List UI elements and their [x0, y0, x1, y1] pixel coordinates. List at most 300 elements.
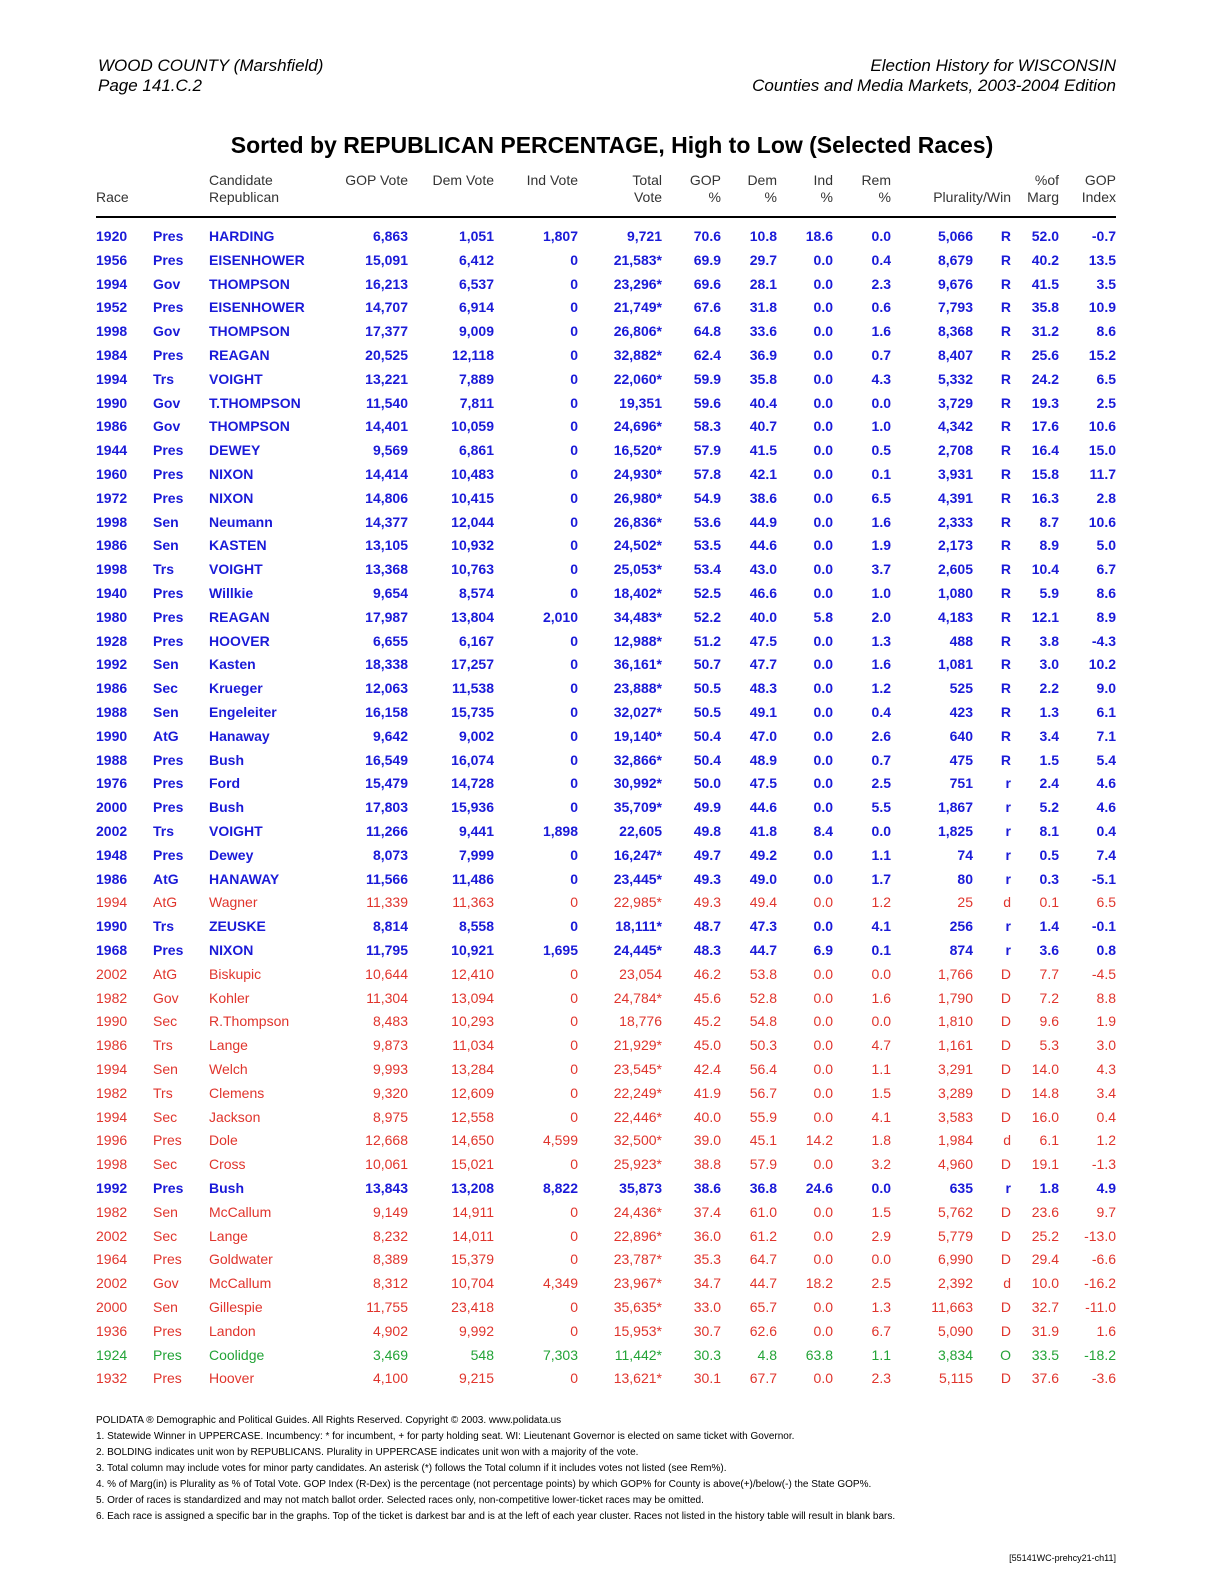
cell-rem-pct: 3.7	[871, 561, 891, 578]
cell-ind-vote: 0	[570, 680, 578, 697]
cell-winner: R	[1000, 680, 1011, 697]
cell-ind-vote: 7,303	[542, 1346, 578, 1363]
table-row	[0, 1320, 1224, 1344]
cell-rem-pct: 0.5	[871, 442, 891, 459]
cell-rem-pct: 0.1	[871, 466, 891, 482]
cell-ind-vote: 0	[570, 251, 578, 268]
cell-plurality: 5,090	[937, 1322, 973, 1339]
cell-marg-pct: 1.4	[1039, 918, 1059, 935]
cell-dem-pct: 50.3	[749, 1037, 777, 1054]
cell-plurality: 1,081	[937, 656, 973, 673]
cell-dem-vote: 16,074	[451, 751, 494, 768]
cell-ind-pct: 0.0	[813, 251, 833, 268]
cell-candidate: Biskupic	[209, 965, 262, 982]
cell-rem-pct: 1.2	[871, 680, 891, 697]
cell-marg-pct: 41.5	[1031, 275, 1059, 292]
cell-ind-pct: 63.8	[805, 1346, 833, 1363]
cell-ind-vote: 0	[570, 1108, 578, 1125]
cell-candidate: HANAWAY	[209, 870, 280, 887]
cell-year: 1986	[96, 418, 128, 435]
cell-dem-pct: 61.0	[749, 1203, 777, 1220]
cell-year: 1994	[96, 894, 128, 911]
cell-candidate: DEWEY	[209, 442, 261, 459]
cell-rem-pct: 1.5	[871, 1084, 891, 1101]
cell-gop-pct: 34.7	[693, 1275, 721, 1292]
cell-winner: r	[1005, 775, 1011, 792]
cell-rem-pct: 0.0	[871, 1013, 891, 1030]
cell-marg-pct: 5.9	[1039, 585, 1059, 601]
cell-gop-index: 1.6	[1096, 1322, 1116, 1339]
cell-total-vote: 32,866*	[613, 751, 662, 768]
cell-candidate: HOOVER	[209, 632, 270, 649]
cell-dem-vote: 13,284	[451, 1061, 494, 1077]
cell-ind-pct: 0.0	[813, 323, 833, 340]
cell-dem-vote: 9,992	[458, 1322, 494, 1339]
cell-dem-vote: 13,208	[451, 1180, 494, 1196]
cell-gop-index: 4.6	[1096, 799, 1116, 816]
cell-plurality: 1,790	[937, 989, 973, 1006]
table-row	[0, 1225, 1224, 1249]
footnote: 2. BOLDING indicates unit won by REPUBLICANS. Plurality in UPPERCASE indicates unit won with a majority of the vote.	[96, 1447, 639, 1458]
cell-candidate: Willkie	[209, 585, 254, 601]
cell-total-vote: 11,442*	[614, 1346, 662, 1363]
cell-ind-pct: 0.0	[813, 418, 833, 435]
cell-plurality: 525	[949, 680, 973, 697]
cell-dem-vote: 12,410	[451, 965, 494, 982]
cell-rem-pct: 1.1	[871, 846, 891, 863]
cell-total-vote: 23,545*	[613, 1061, 662, 1077]
table-row	[0, 844, 1224, 868]
cell-dem-pct: 47.5	[749, 632, 777, 649]
cell-gop-index: 1.9	[1096, 1013, 1116, 1030]
cell-winner: D	[1000, 989, 1011, 1006]
cell-total-vote: 12,988*	[613, 632, 662, 649]
cell-marg-pct: 7.7	[1039, 965, 1059, 982]
cell-office: Pres	[153, 1132, 182, 1149]
cell-year: 2002	[96, 1227, 128, 1244]
table-row	[0, 368, 1224, 392]
cell-plurality: 80	[957, 870, 973, 887]
cell-dem-pct: 47.5	[749, 775, 777, 792]
table-row	[0, 1177, 1224, 1201]
cell-dem-pct: 10.8	[749, 228, 777, 244]
county-name: WOOD COUNTY (Marshfield)	[98, 56, 324, 75]
cell-plurality: 256	[949, 918, 973, 935]
cell-office: Pres	[153, 1180, 184, 1196]
cell-gop-pct: 50.0	[693, 775, 721, 792]
cell-ind-pct: 0.0	[813, 632, 833, 649]
cell-gop-index: 6.5	[1096, 370, 1116, 387]
cell-dem-pct: 48.3	[749, 680, 777, 697]
cell-gop-vote: 15,091	[365, 251, 408, 268]
cell-winner: r	[1005, 799, 1011, 816]
col-index-2: Index	[1081, 189, 1116, 205]
cell-ind-vote: 0	[570, 965, 578, 982]
cell-gop-pct: 64.8	[693, 323, 721, 340]
cell-plurality: 3,291	[937, 1061, 973, 1077]
cell-office: Sen	[153, 513, 179, 530]
cell-ind-vote: 0	[570, 466, 578, 482]
cell-gop-index: -1.3	[1091, 1156, 1116, 1173]
cell-dem-pct: 35.8	[749, 370, 777, 387]
cell-dem-pct: 44.6	[749, 537, 777, 554]
cell-office: Sen	[153, 1299, 178, 1315]
cell-gop-vote: 11,755	[366, 1299, 408, 1315]
cell-plurality: 751	[949, 775, 973, 792]
cell-winner: D	[1000, 1370, 1011, 1387]
cell-candidate: THOMPSON	[209, 275, 290, 292]
cell-plurality: 5,066	[937, 228, 973, 244]
cell-total-vote: 23,787*	[613, 1251, 662, 1268]
cell-gop-vote: 14,707	[365, 299, 408, 316]
cell-ind-pct: 6.9	[813, 942, 833, 958]
cell-gop-pct: 39.0	[693, 1132, 721, 1149]
cell-dem-vote: 23,418	[451, 1299, 494, 1315]
cell-gop-index: 9.0	[1096, 680, 1116, 697]
cell-candidate: T.THOMPSON	[209, 394, 301, 411]
cell-gop-pct: 50.5	[693, 704, 721, 720]
cell-dem-pct: 40.7	[749, 418, 777, 435]
cell-marg-pct: 3.4	[1039, 727, 1059, 744]
cell-year: 1990	[96, 1013, 128, 1030]
cell-ind-pct: 0.0	[813, 1227, 833, 1244]
cell-office: Sen	[153, 704, 179, 720]
cell-gop-index: 8.6	[1096, 585, 1116, 601]
cell-winner: R	[1000, 228, 1011, 244]
cell-total-vote: 24,696*	[613, 418, 662, 435]
cell-gop-vote: 13,221	[365, 370, 408, 387]
cell-year: 1992	[96, 1180, 128, 1196]
cell-ind-vote: 0	[570, 704, 578, 720]
cell-gop-index: 11.7	[1089, 466, 1116, 482]
cell-rem-pct: 1.2	[871, 894, 891, 911]
cell-year: 1982	[96, 1203, 128, 1220]
cell-gop-index: 0.8	[1096, 942, 1116, 958]
cell-office: Gov	[153, 1275, 179, 1292]
cell-gop-pct: 35.3	[693, 1251, 721, 1268]
table-row	[0, 820, 1224, 844]
cell-candidate: VOIGHT	[209, 370, 263, 387]
cell-gop-pct: 38.8	[693, 1156, 721, 1173]
cell-office: Pres	[153, 228, 184, 244]
cell-office: Pres	[153, 775, 184, 792]
cell-winner: R	[1000, 704, 1011, 720]
cell-rem-pct: 1.5	[871, 1203, 891, 1220]
cell-year: 1976	[96, 775, 128, 792]
cell-gop-pct: 57.9	[693, 442, 721, 459]
table-row	[0, 987, 1224, 1011]
cell-ind-pct: 0.0	[813, 704, 833, 720]
cell-gop-vote: 11,304	[366, 989, 408, 1006]
cell-ind-vote: 0	[570, 1251, 578, 1268]
cell-year: 1920	[96, 228, 128, 244]
cell-winner: R	[1000, 727, 1011, 744]
cell-plurality: 1,984	[937, 1132, 973, 1149]
cell-winner: D	[1000, 1251, 1011, 1268]
cell-gop-index: 15.2	[1088, 347, 1116, 363]
cell-winner: D	[1000, 1108, 1011, 1125]
cell-rem-pct: 2.5	[871, 775, 891, 792]
cell-total-vote: 21,749*	[613, 299, 662, 316]
cell-gop-pct: 70.6	[693, 228, 721, 244]
cell-gop-pct: 58.3	[693, 418, 721, 435]
cell-dem-pct: 67.7	[749, 1370, 777, 1387]
cell-candidate: Krueger	[209, 680, 263, 697]
cell-candidate: McCallum	[209, 1275, 272, 1292]
cell-ind-vote: 0	[570, 751, 578, 768]
cell-plurality: 2,708	[937, 442, 973, 459]
cell-ind-vote: 0	[570, 918, 578, 935]
cell-gop-pct: 49.8	[693, 823, 721, 839]
cell-year: 1998	[96, 1156, 128, 1173]
cell-dem-pct: 47.3	[749, 918, 777, 935]
cell-year: 1940	[96, 585, 128, 601]
cell-gop-index: 8.6	[1096, 323, 1116, 340]
cell-candidate: THOMPSON	[209, 323, 290, 340]
cell-rem-pct: 0.6	[871, 299, 891, 316]
cell-office: Sec	[153, 680, 178, 697]
cell-year: 1956	[96, 251, 128, 268]
document-code: [55141WC-prehcy21-ch11]	[1009, 1553, 1116, 1563]
cell-ind-vote: 0	[570, 1013, 578, 1030]
cell-dem-pct: 49.1	[749, 704, 777, 720]
cell-ind-vote: 0	[570, 1084, 578, 1101]
cell-winner: r	[1005, 823, 1011, 839]
cell-marg-pct: 8.7	[1039, 513, 1059, 530]
cell-dem-pct: 29.7	[749, 251, 777, 268]
cell-gop-pct: 49.3	[693, 870, 721, 887]
cell-dem-vote: 10,483	[451, 466, 494, 482]
cell-plurality: 475	[949, 751, 973, 768]
table-row	[0, 868, 1224, 892]
cell-gop-pct: 51.2	[693, 632, 721, 649]
cell-winner: D	[1000, 1084, 1011, 1101]
cell-rem-pct: 6.5	[871, 489, 891, 506]
cell-ind-vote: 4,599	[542, 1132, 578, 1149]
cell-marg-pct: 5.2	[1039, 799, 1059, 816]
col-gop-vote: GOP Vote	[345, 172, 408, 188]
table-row	[0, 511, 1224, 535]
cell-dem-vote: 15,379	[451, 1251, 494, 1268]
cell-gop-index: 10.6	[1088, 418, 1116, 435]
cell-marg-pct: 1.5	[1039, 751, 1059, 768]
cell-plurality: 1,080	[937, 585, 973, 601]
cell-winner: R	[1000, 489, 1011, 506]
cell-plurality: 4,183	[937, 608, 973, 625]
cell-gop-vote: 6,863	[372, 228, 408, 244]
col-rem-pct-2: %	[878, 189, 891, 205]
cell-winner: R	[1000, 561, 1011, 578]
cell-gop-vote: 8,073	[372, 846, 408, 863]
table-row	[0, 630, 1224, 654]
cell-dem-pct: 53.8	[749, 965, 777, 982]
cell-gop-vote: 8,814	[372, 918, 408, 935]
cell-office: Pres	[153, 251, 184, 268]
cell-gop-pct: 50.4	[693, 727, 721, 744]
cell-ind-vote: 0	[570, 727, 578, 744]
table-row	[0, 1272, 1224, 1296]
cell-plurality: 3,931	[937, 466, 973, 482]
cell-year: 1936	[96, 1322, 128, 1339]
copyright-line: POLIDATA ® Demographic and Political Guides. All Rights Reserved. Copyright © 2003. www.polidata.us	[96, 1415, 562, 1426]
cell-gop-pct: 30.1	[693, 1370, 721, 1387]
cell-marg-pct: 29.4	[1031, 1251, 1059, 1268]
cell-dem-pct: 48.9	[749, 751, 777, 768]
cell-dem-pct: 41.8	[749, 823, 777, 839]
cell-candidate: McCallum	[209, 1203, 272, 1220]
table-row	[0, 796, 1224, 820]
footnote: 1. Statewide Winner in UPPERCASE. Incumbency: * for incumbent, + for party holding seat. WI: Lieutenant Governor is elected on same ticket with Governor.	[96, 1431, 795, 1442]
cell-total-vote: 24,784*	[613, 989, 662, 1006]
cell-office: Pres	[153, 1370, 182, 1387]
cell-marg-pct: 2.4	[1039, 775, 1059, 792]
cell-plurality: 5,332	[937, 370, 973, 387]
cell-dem-pct: 42.1	[749, 466, 777, 482]
cell-year: 1944	[96, 442, 128, 459]
cell-total-vote: 23,967*	[613, 1275, 662, 1292]
cell-year: 1960	[96, 466, 128, 482]
cell-candidate: Lange	[209, 1227, 248, 1244]
table-row	[0, 677, 1224, 701]
cell-ind-pct: 0.0	[813, 489, 833, 506]
cell-ind-pct: 0.0	[813, 347, 833, 363]
cell-plurality: 3,583	[937, 1108, 973, 1125]
cell-winner: D	[1000, 1156, 1011, 1173]
cell-total-vote: 22,249*	[613, 1084, 662, 1101]
col-ind-vote: Ind Vote	[526, 172, 578, 188]
cell-rem-pct: 1.6	[871, 989, 891, 1006]
cell-total-vote: 23,888*	[613, 680, 662, 697]
cell-gop-vote: 8,975	[372, 1108, 408, 1125]
table-row	[0, 344, 1224, 368]
cell-year: 1998	[96, 561, 128, 578]
cell-ind-vote: 0	[570, 1061, 578, 1077]
cell-candidate: Bush	[209, 1180, 244, 1196]
cell-dem-vote: 11,538	[451, 680, 494, 697]
cell-total-vote: 13,621*	[613, 1370, 662, 1387]
col-ind-pct-1: Ind	[813, 172, 833, 188]
cell-total-vote: 22,446*	[613, 1108, 662, 1125]
table-row	[0, 606, 1224, 630]
cell-marg-pct: 6.1	[1039, 1132, 1059, 1149]
cell-gop-vote: 17,803	[365, 799, 408, 816]
cell-rem-pct: 0.1	[871, 942, 891, 958]
cell-gop-index: -16.2	[1084, 1275, 1116, 1292]
cell-total-vote: 25,053*	[613, 561, 662, 578]
table-row	[0, 320, 1224, 344]
cell-gop-vote: 16,158	[365, 704, 408, 720]
cell-gop-vote: 9,642	[372, 727, 408, 744]
cell-rem-pct: 2.5	[871, 1275, 891, 1292]
cell-gop-vote: 13,105	[365, 537, 408, 554]
cell-candidate: EISENHOWER	[209, 299, 305, 316]
cell-plurality: 8,679	[937, 251, 973, 268]
cell-rem-pct: 0.7	[871, 347, 891, 363]
cell-gop-vote: 8,389	[372, 1251, 408, 1268]
cell-ind-vote: 0	[570, 275, 578, 292]
cell-dem-pct: 4.8	[757, 1346, 777, 1363]
cell-total-vote: 18,776	[619, 1013, 662, 1030]
cell-dem-vote: 7,889	[458, 370, 494, 387]
cell-marg-pct: 7.2	[1039, 989, 1059, 1006]
cell-marg-pct: 0.5	[1039, 846, 1059, 863]
cell-gop-index: -11.0	[1085, 1299, 1116, 1315]
cell-dem-vote: 6,914	[458, 299, 494, 316]
col-total-1: Total	[632, 172, 662, 188]
table-row	[0, 1129, 1224, 1153]
cell-gop-index: 8.8	[1096, 989, 1116, 1006]
cell-gop-pct: 54.9	[693, 489, 721, 506]
cell-ind-vote: 0	[570, 1227, 578, 1244]
cell-plurality: 874	[949, 942, 973, 958]
cell-year: 1998	[96, 513, 128, 530]
cell-office: Pres	[153, 585, 184, 601]
cell-dem-vote: 15,936	[451, 799, 494, 816]
cell-office: Pres	[153, 846, 184, 863]
cell-gop-pct: 40.0	[693, 1108, 721, 1125]
cell-ind-pct: 0.0	[813, 846, 833, 863]
cell-dem-vote: 14,011	[452, 1227, 494, 1244]
cell-plurality: 4,342	[937, 418, 973, 435]
cell-plurality: 640	[949, 727, 973, 744]
cell-candidate: REAGAN	[209, 347, 270, 363]
cell-dem-vote: 7,999	[458, 846, 494, 863]
col-marg-1: %of	[1034, 172, 1059, 188]
col-candidate-1: Candidate	[209, 172, 273, 188]
cell-gop-vote: 14,414	[365, 466, 408, 482]
cell-gop-vote: 9,320	[372, 1084, 408, 1101]
cell-winner: R	[1000, 537, 1011, 554]
cell-rem-pct: 1.3	[871, 632, 891, 649]
cell-ind-pct: 0.0	[813, 727, 833, 744]
cell-marg-pct: 35.8	[1031, 299, 1059, 316]
cell-candidate: Lange	[209, 1037, 248, 1054]
cell-office: Sec	[153, 1156, 178, 1173]
table-row	[0, 296, 1224, 320]
cell-total-vote: 18,402*	[613, 585, 662, 601]
cell-plurality: 2,392	[937, 1275, 973, 1292]
cell-gop-vote: 12,063	[365, 680, 408, 697]
table-row	[0, 273, 1224, 297]
cell-dem-vote: 14,728	[451, 775, 494, 792]
cell-dem-vote: 9,215	[458, 1370, 494, 1387]
cell-candidate: Dole	[209, 1132, 238, 1149]
cell-winner: R	[1000, 442, 1011, 459]
table-row	[0, 1201, 1224, 1225]
cell-gop-vote: 11,795	[365, 942, 408, 958]
cell-ind-pct: 0.0	[813, 918, 833, 935]
cell-gop-index: 10.6	[1088, 513, 1116, 530]
cell-marg-pct: 5.3	[1039, 1037, 1059, 1054]
cell-candidate: Bush	[209, 751, 244, 768]
cell-plurality: 4,960	[937, 1156, 973, 1173]
cell-total-vote: 21,583*	[613, 251, 662, 268]
cell-gop-index: 6.1	[1096, 704, 1116, 720]
cell-plurality: 3,729	[937, 394, 973, 411]
cell-ind-vote: 0	[570, 799, 578, 816]
cell-gop-vote: 9,993	[372, 1061, 408, 1077]
cell-rem-pct: 1.8	[871, 1132, 891, 1149]
cell-marg-pct: 0.1	[1039, 894, 1059, 911]
cell-rem-pct: 3.2	[871, 1156, 891, 1173]
cell-ind-vote: 0	[570, 1203, 578, 1220]
cell-winner: D	[1000, 1061, 1011, 1077]
cell-ind-vote: 0	[570, 846, 578, 863]
table-row	[0, 439, 1224, 463]
cell-year: 1988	[96, 751, 128, 768]
cell-marg-pct: 3.0	[1039, 656, 1059, 673]
cell-rem-pct: 1.0	[871, 585, 891, 601]
